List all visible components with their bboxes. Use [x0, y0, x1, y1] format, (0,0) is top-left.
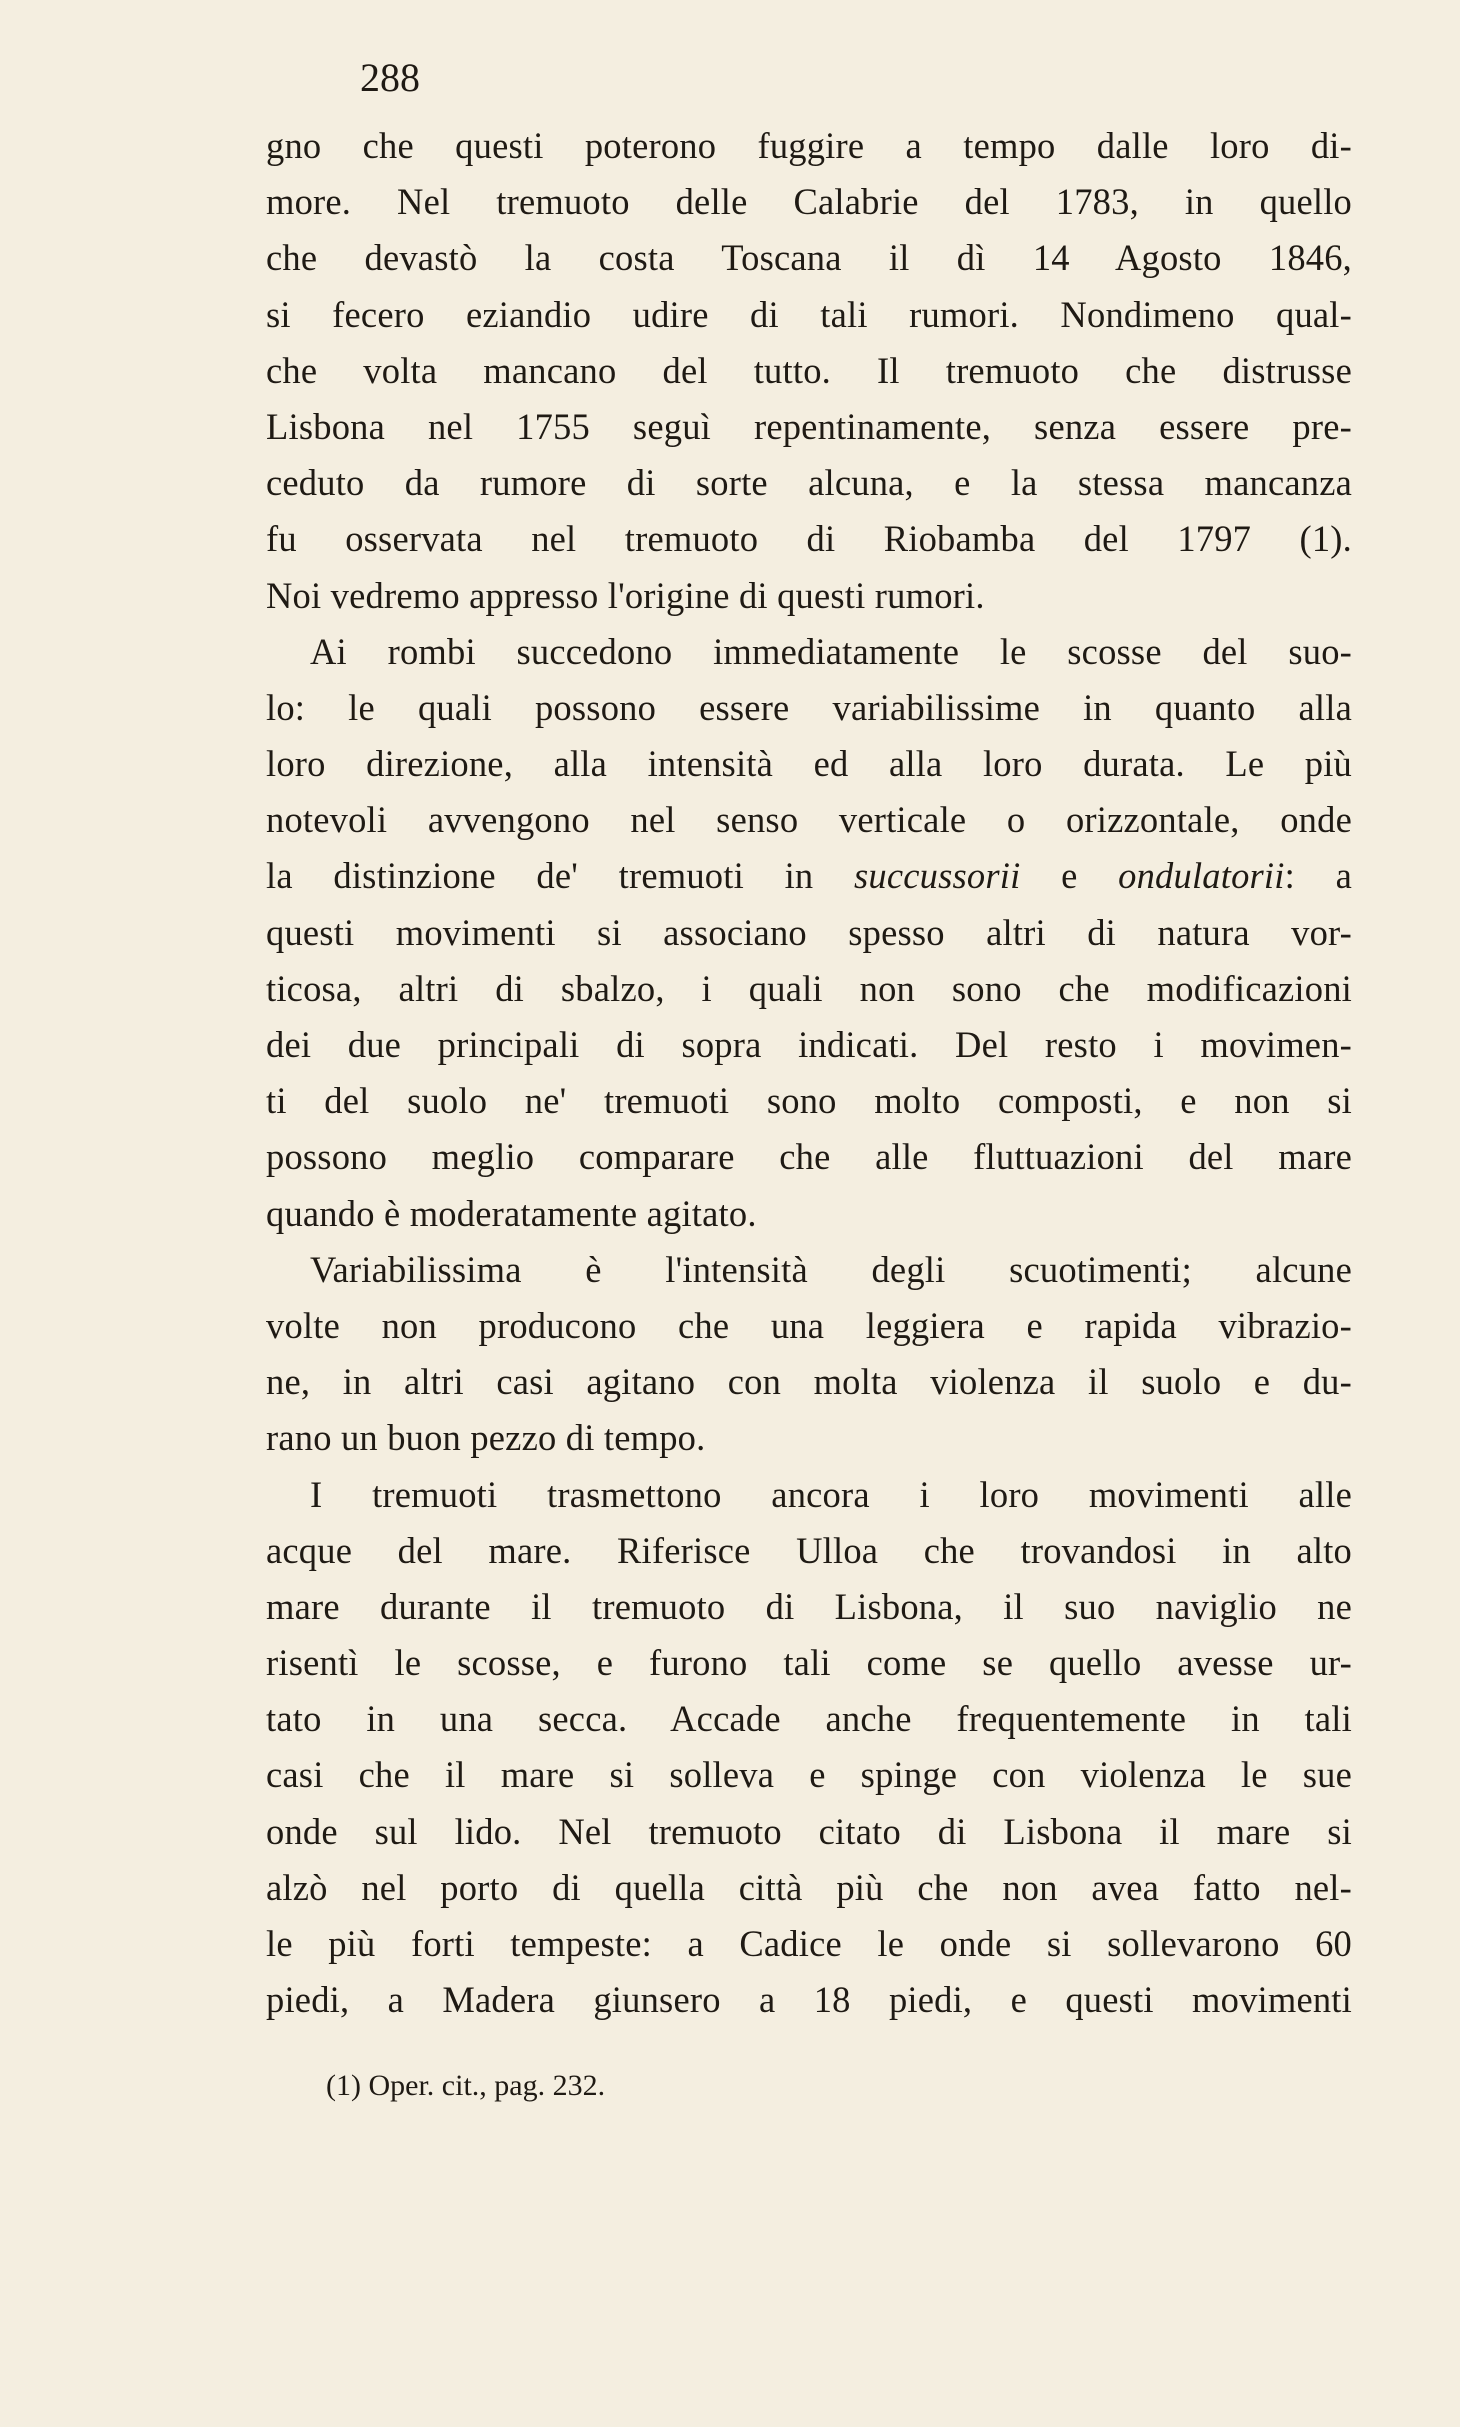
text-line: casi che il mare si solleva e spinge con violenza le sue — [266, 1754, 1352, 1796]
text-line: ti del suolo ne' tremuoti sono molto composti, e non si — [266, 1080, 1352, 1122]
text-line: mare durante il tremuoto di Lisbona, il suo naviglio ne — [266, 1585, 1352, 1627]
text-line: Ai rombi succedono immediatamente le scosse del suo- — [310, 630, 1352, 672]
text-line: Variabilissima è l'intensità degli scuotimenti; alcune — [310, 1248, 1352, 1290]
text-line-with-italic-terms — [266, 848, 1352, 904]
text-line: quando è moderatamente agitato. — [266, 1192, 757, 1234]
text-line: more. Nel tremuoto delle Calabrie del 1783, in quello — [266, 181, 1352, 223]
text-line: alzò nel porto di quella città più che non avea fatto nel- — [266, 1866, 1352, 1908]
text-line: risentì le scosse, e furono tali come se quello avesse ur- — [266, 1642, 1352, 1684]
text-line: ticosa, altri di sbalzo, i quali non sono che modificazioni — [266, 967, 1352, 1009]
italic-term-ondulatorii: ondulatorii — [1118, 855, 1285, 897]
text-line: notevoli avvengono nel senso verticale o orizzontale, onde — [266, 799, 1352, 841]
text-line: possono meglio comparare che alle fluttuazioni del mare — [266, 1136, 1352, 1178]
text-line: onde sul lido. Nel tremuoto citato di Lisbona il mare si — [266, 1810, 1352, 1852]
italic-term-succussorii: succussorii — [854, 855, 1021, 897]
text-line: loro direzione, alla intensità ed alla loro durata. Le più — [266, 743, 1352, 785]
body-text — [266, 118, 1352, 2028]
text-fragment: la distinzione de' tremuoti in — [266, 855, 854, 897]
text-line: rano un buon pezzo di tempo. — [266, 1417, 706, 1459]
text-line: Lisbona nel 1755 seguì repentinamente, senza essere pre- — [266, 405, 1352, 447]
text-line: che devastò la costa Toscana il dì 14 Agosto 1846, — [266, 237, 1352, 279]
text-line: lo: le quali possono essere variabilissime in quanto alla — [266, 686, 1352, 728]
text-line: Noi vedremo appresso l'origine di questi rumori. — [266, 574, 985, 616]
footnote: (1) Oper. cit., pag. 232. — [326, 2069, 606, 2102]
text-line: dei due principali di sopra indicati. Del resto i movimen- — [266, 1024, 1352, 1065]
text-line: ceduto da rumore di sorte alcuna, e la stessa mancanza — [266, 462, 1352, 504]
text-fragment: e — [1020, 855, 1119, 897]
text-line: gno che questi poterono fuggire a tempo dalle loro di- — [266, 125, 1352, 166]
text-line: le più forti tempeste: a Cadice le onde si sollevarono 60 — [266, 1923, 1352, 1964]
text-line: questi movimenti si associano spesso altri di natura vor- — [266, 911, 1352, 953]
text-line: ne, in altri casi agitano con molta violenza il suolo e du- — [266, 1361, 1352, 1403]
text-line: che volta mancano del tutto. Il tremuoto che distrusse — [266, 349, 1352, 391]
text-fragment: : a — [1284, 855, 1352, 897]
text-line: I tremuoti trasmettono ancora i loro movimenti alle — [310, 1473, 1352, 1515]
text-line: acque del mare. Riferisce Ulloa che trovandosi in alto — [266, 1529, 1352, 1571]
text-line: volte non producono che una leggiera e rapida vibrazio- — [266, 1304, 1352, 1346]
text-line: si fecero eziandio udire di tali rumori. Nondimeno qual- — [266, 293, 1352, 335]
text-line: tato in una secca. Accade anche frequentemente in tali — [266, 1698, 1352, 1740]
text-line: piedi, a Madera giunsero a 18 piedi, e questi movimenti — [266, 1979, 1352, 2021]
page-number: 288 — [360, 55, 420, 100]
text-line: fu osservata nel tremuoto di Riobamba del 1797 (1). — [266, 518, 1352, 560]
